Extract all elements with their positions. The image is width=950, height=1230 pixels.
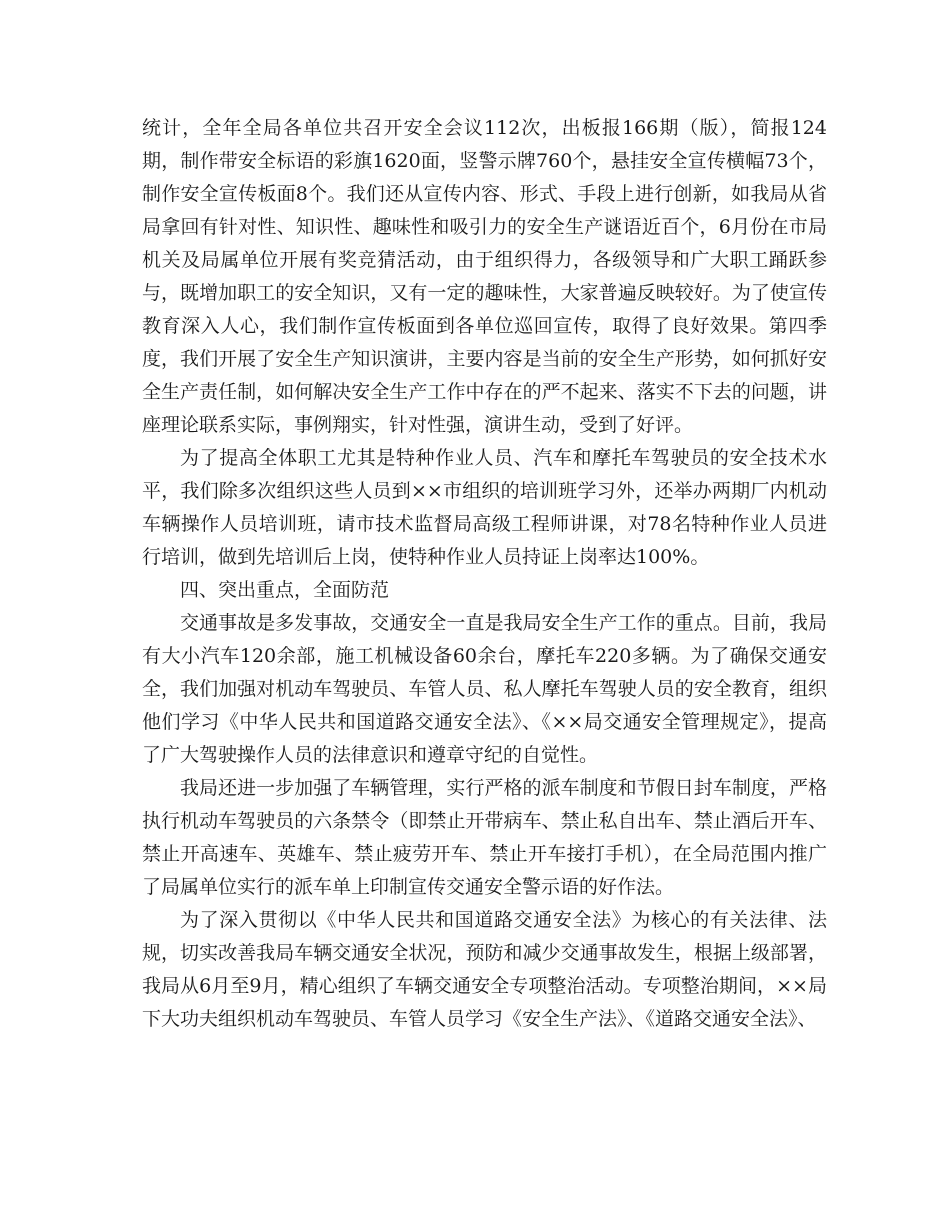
paragraph-special-campaign: 为了深入贯彻以《中华人民共和国道路交通安全法》为核心的有关法律、法规，切实改善我局车辆交通安全状况，预防和减少交通事故发生，根据上级部署，我局从6月至9月，精心组织了车辆交通安全专项整治活动。专项整治期间，××局下大功夫组织机动车驾驶员、车管人员学习《安全生产法》、《道路交通安全法》、 [142,909,827,1030]
document-body [142,112,827,1036]
paragraph-traffic-safety: 交通事故是多发事故，交通安全一直是我局安全生产工作的重点。目前，我局有大小汽车120余部，施工机械设备60余台，摩托车220多辆。为了确保交通安全，我们加强对机动车驾驶员、车管人员、私人摩托车驾驶人员的安全教育，组织他们学习《中华人民共和国道路交通安全法》、《××局交通安全管理规定》，提高了广大驾驶操作人员的法律意识和遵章守纪的自觉性。 [142,612,827,766]
paragraph-training: 为了提高全体职工尤其是特种作业人员、汽车和摩托车驾驶员的安全技术水平，我们除多次组织这些人员到××市组织的培训班学习外，还举办两期厂内机动车辆操作人员培训班，请市技术监督局高级工程师讲课，对78名特种作业人员进行培训，做到先培训后上岗，使特种作业人员持证上岗率达100%。 [142,447,827,568]
paragraph-vehicle-management: 我局还进一步加强了车辆管理，实行严格的派车制度和节假日封车制度，严格执行机动车驾驶员的六条禁令（即禁止开带病车、禁止私自出车、禁止酒后开车、禁止开高速车、英雄车、禁止疲劳开车、禁止开车接打手机），在全局范围内推广了局属单位实行的派车单上印制宣传交通安全警示语的好作法。 [142,777,827,898]
section-heading: 四、突出重点，全面防范 [180,579,390,601]
paragraph-statistics: 统计，全年全局各单位共召开安全会议112次，出板报166期（版），简报124期，制作带安全标语的彩旗1620面，竖警示牌760个，悬挂安全宣传横幅73个，制作安全宣传板面8个。我们还从宣传内容、形式、手段上进行创新，如我局从省局拿回有针对性、知识性、趣味性和吸引力的安全生产谜语近百个，6月份在市局机关及局属单位开展有奖竞猜活动，由于组织得力，各级领导和广大职工踊跃参与，既增加职工的安全知识，又有一定的趣味性，大家普遍反映较好。为了使宣传教育深入人心，我们制作宣传板面到各单位巡回宣传，取得了良好效果。第四季度，我们开展了安全生产知识演讲，主要内容是当前的安全生产形势，如何抓好安全生产责任制，如何解决安全生产工作中存在的严不起来、落实不下去的问题，讲座理论联系实际，事例翔实，针对性强，演讲生动，受到了好评。 [142,117,827,436]
